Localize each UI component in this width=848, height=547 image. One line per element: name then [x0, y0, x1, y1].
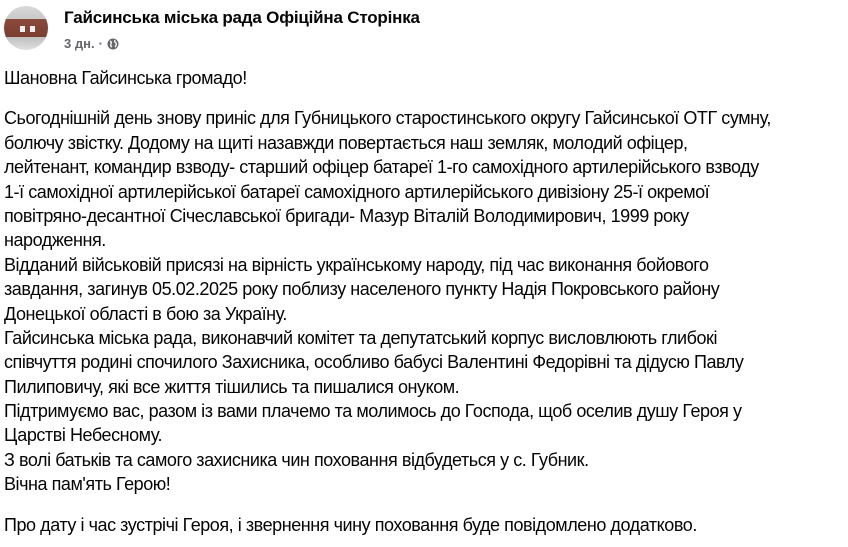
post-text-line: Вічна пам'ять Герою!: [4, 474, 171, 495]
post-paragraphs: [4, 106, 771, 496]
avatar-window: [30, 26, 35, 32]
avatar-window: [20, 26, 25, 32]
post-text-line: болючу звістку. Додому на щиті назавжди повертається наш земляк, молодий офіцер,: [4, 132, 688, 153]
post-text-line: повітряно-десантної Січеславської бригади- Мазур Віталій Володимирович, 1999 року: [4, 205, 689, 226]
post-text-line: Царстві Небесному.: [4, 425, 163, 446]
post-text-line: Підтримуємо вас, разом із вами плачемо та молимось до Господа, щоб оселив душу Героя у: [4, 401, 742, 422]
greeting: Шановна Гайсинська громадо!: [4, 68, 247, 88]
post-text-line: лейтенант, командир взводу- старший офіцер батареї 1-го самохідного артилерійського взводу: [4, 157, 759, 178]
post-text-line: Донецької області в бою за Україну.: [4, 303, 287, 324]
post-text-line: Сьогоднішній день знову приніс для Губницького старостинського округу Гайсинської ОТГ сумну,: [4, 108, 771, 129]
post-text-line: співчуття родині спочилого Захисника, особливо бабусі Валентині Федорівні та дідусю Павлу: [4, 352, 744, 373]
post-text-line: народження.: [4, 230, 106, 251]
post-text-line: Відданий військовій присязі на вірність українському народу, під час виконання бойового: [4, 254, 709, 275]
page-avatar[interactable]: [4, 6, 48, 50]
post-text-line: Пилиповичу, які все життя тішились та пишалися онуком.: [4, 376, 460, 397]
post-text-line: 1-ї самохідної артилерійської батареї самохідного артилерійського дивізіону 25-ї окремої: [4, 181, 710, 202]
page-name-link[interactable]: Гайсинська міська рада Офіційна Сторінка: [64, 8, 420, 27]
post-text-line: Гайсинська міська рада, виконавчий комітет та депутатський корпус висловлюють глибокі: [4, 327, 717, 348]
closing-text: Про дату і час зустрічі Героя, і звернення чину поховання буде повідомлено додатково.: [4, 514, 697, 535]
meta-separator: ·: [98, 36, 103, 51]
globe-icon[interactable]: [107, 38, 119, 50]
post-time[interactable]: 3 дн.: [64, 36, 95, 51]
post-text-line: завдання, загинув 05.02.2025 року поблизу населеного пункту Надія Покровського району: [4, 279, 720, 300]
post-text-line: З волі батьків та самого захисника чин поховання відбудеться у с. Губник.: [4, 449, 589, 470]
post-body: [4, 66, 771, 537]
post-meta: [64, 36, 119, 51]
